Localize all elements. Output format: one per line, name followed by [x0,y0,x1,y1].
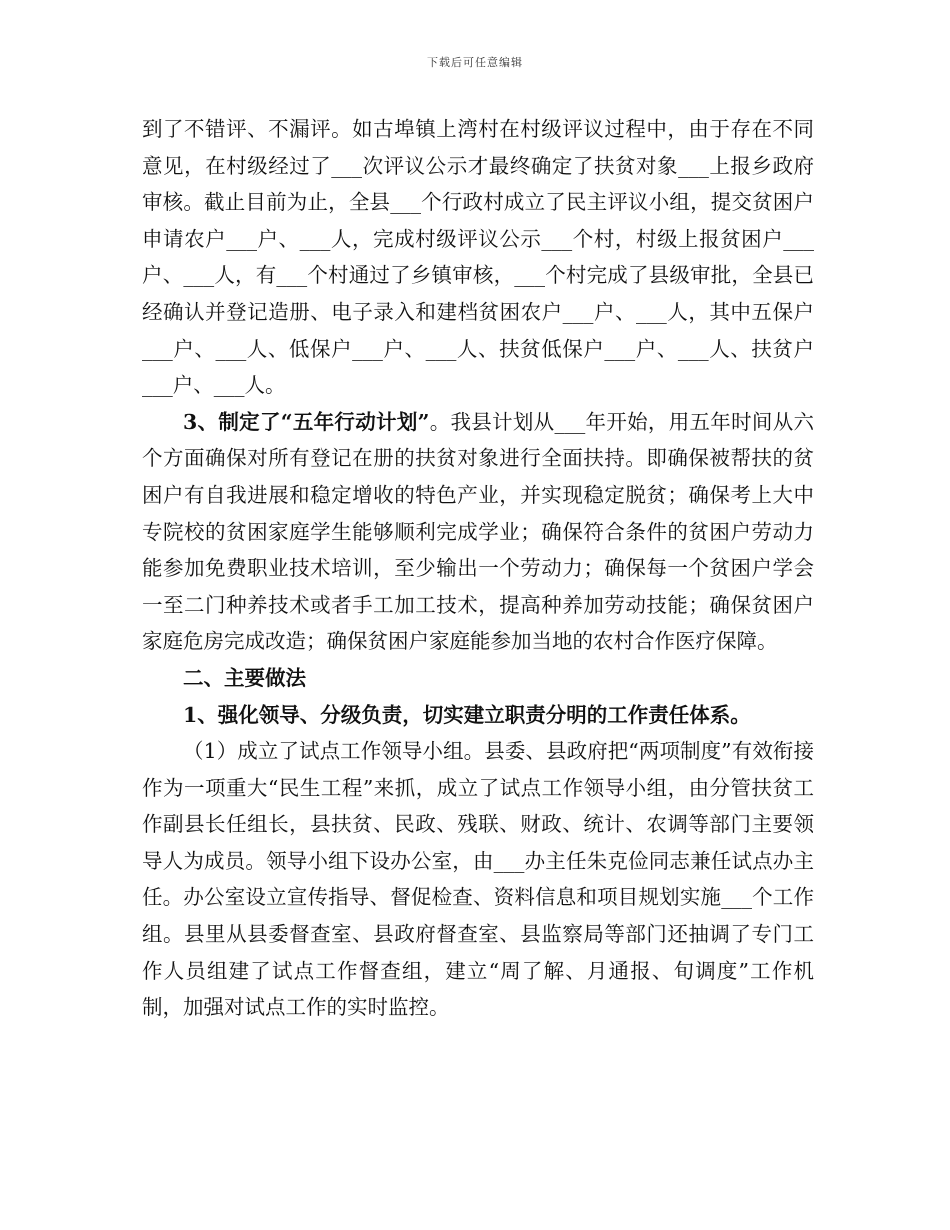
paragraph-five-year-plan [142,404,814,660]
paragraph-leadership-group: （1）成立了试点工作领导小组。县委、县政府把“两项制度”有效衔接作为一项重大“民生工程”来抓，成立了试点工作领导小组，由分管扶贫工作副县长任组长，县扶贫、民政、残联、财政、统计、农调等部门主要领导人为成员。领导小组下设办公室，由___办主任朱克俭同志兼任试点办主任。办公室设立宣传指导、督促检查、资料信息和项目规划实施___个工作组。县里从县委督查室、县政府督查室、县监察局等部门还抽调了专门工作人员组建了试点工作督查组，建立“周了解、月通报、旬调度”工作机制，加强对试点工作的实时监控。 [142,739,814,1020]
page-header: 下载后可任意编辑 [427,56,523,69]
subsection-heading-leadership: 1、强化领导、分级负责，切实建立职责分明的工作责任体系。 [183,702,751,727]
paragraph-five-year-plan-text: 。我县计划从___年开始，用五年时间从六个方面确保对所有登记在册的扶贫对象进行全面扶持。即确保被帮扶的贫困户有自我进展和稳定增收的特色产业，并实现稳定脱贫；确保考上大中专院校的贫困家庭学生能够顺利完成学业；确保符合条件的贫困户劳动力能参加免费职业技术培训，至少输出一个劳动力；确保每一个贫困户学会一至二门种养技术或者手工加工技术，提高种养加劳动技能；确保贫困户家庭危房完成改造；确保贫困户家庭能参加当地的农村合作医疗保障。 [142,409,814,654]
section-heading-main-practices: 二、主要做法 [183,665,306,690]
paragraph-evaluation-results: 到了不错评、不漏评。如古埠镇上湾村在村级评议过程中，由于存在不同意见，在村级经过了___次评议公示才最终确定了扶贫对象___上报乡政府审核。截止目前为止，全县___个行政村成立了民主评议小组，提交贫困户申请农户___户、___人，完成村级评议公示___个村，村级上报贫困户___户、___人，有___个村通过了乡镇审核，___个村完成了县级审批，全县已经确认并登记造册、电子录入和建档贫困农户___户、___人，其中五保户___户、___人、低保户___户、___人、扶贫低保户___户、___人、扶贫户___户、___人。 [142,117,814,398]
document-body [142,111,814,1026]
section-heading-five-year-plan: 3、制定了“五年行动计划” [183,409,430,434]
